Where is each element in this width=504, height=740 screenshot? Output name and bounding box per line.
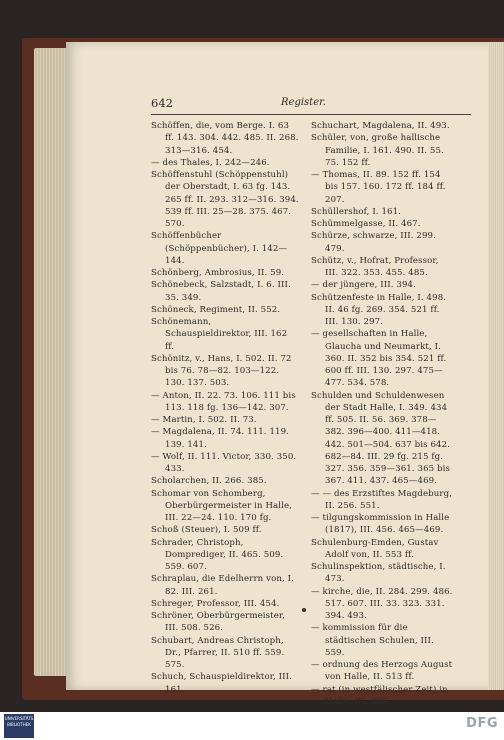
index-entry: — ordnung des Herzogs August von Halle, II. 513 ff.	[311, 660, 453, 683]
index-entry: Schöffen, die, vom Berge. I. 63 ff. 143. 304. 442. 485. II. 268. 313—316. 454.	[151, 121, 299, 156]
index-entry: — — des Erzstiftes Magdeburg, II. 256. 551.	[311, 488, 453, 511]
index-entry: Schrader, Christoph, Domprediger, II. 465. 509. 559. 607.	[151, 537, 284, 572]
dfg-logo[interactable]: DFG	[466, 716, 498, 731]
index-entry: Schöffenbücher (Schöppenbücher), I. 142—144.	[151, 231, 288, 266]
index-entry: Schütz, v., Hofrat, Professor, III. 322. 353. 455. 485.	[311, 255, 439, 278]
index-entry: Schürze, schwarze, III. 299. 479.	[311, 231, 436, 254]
ink-dot	[302, 608, 306, 612]
index-entry: Schümmelgasse, II. 467.	[311, 219, 421, 229]
index-column-right	[311, 120, 453, 708]
index-entry: Schönberg, Ambrosius, II. 59.	[151, 268, 285, 278]
index-entry: Schulden und Schuldenwesen der Stadt Halle, I. 349. 434 ff. 505. II. 56. 369. 378—382. 396—400. 411—418. 442. 501—504. 637 bis 642. 682—84. III. 29 fg. 215 fg. 327. 356. 359—361. 365 bis 367. 411. 437. 465—469.	[311, 390, 450, 487]
index-entry: — kirche, die, II. 284. 299. 486. 517. 607. III. 33. 323. 331. 394. 493.	[311, 586, 453, 621]
library-logo-icon[interactable]	[4, 714, 34, 738]
index-entry: Schöffenstuhl (Schöppenstuhl) der Oberstadt, I. 63 fg. 143. 265 ff. II. 293. 312—316. 394. 539 ff. III. 25—28. 375. 467. 570.	[151, 170, 299, 229]
index-entry: Schuch, Schauspieldirektor, III. 161.	[151, 672, 292, 695]
index-entry: — rat (in westfälischer Zeit) in Halle, III. 386.	[311, 684, 448, 707]
library-logo-text: UNIVERSITÄTS BIBLIOTHEK	[4, 716, 34, 727]
index-entry: Schraplau, die Edelherrn von, I. 82. III. 261.	[151, 574, 294, 597]
index-entry: — kommission für die städtischen Schulen, III. 559.	[311, 623, 434, 658]
index-entry: Schuchart, Magdalena, II. 493.	[311, 121, 450, 131]
header-rule	[151, 114, 471, 115]
index-entry: — Wolf, II. 111. Victor, 330. 350. 433.	[151, 451, 297, 474]
index-entry: Schüler, von, große hallische Familie, I. 161. 490. II. 55. 75. 152 ff.	[311, 133, 444, 168]
index-entry: Schöneck, Regiment, II. 552.	[151, 304, 281, 315]
page-stack-right-edge	[488, 42, 504, 690]
running-title: Register.	[281, 97, 326, 108]
index-entry: — der jüngere, III. 394.	[311, 280, 416, 291]
page-number: 642	[151, 96, 173, 110]
index-entry: Schönebeck, Salzstadt, I. 6. III. 35. 349.	[151, 280, 291, 303]
index-entry: Schomar von Schomberg, Oberbürgermeister in Halle, III. 22—24. 110. 170 fg.	[151, 488, 292, 523]
index-entry: — Anton, II. 22. 73. 106. 111 bis 113. 118 fg. 136—142. 307.	[151, 390, 296, 413]
page-stack-edge	[34, 48, 68, 676]
index-entry: Schulenburg-Emden, Gustav Adolf von, II. 553 ff.	[311, 537, 439, 560]
index-entry: — Thomas, II. 89. 152 ff. 154 bis 157. 160. 172 ff. 184 ff. 207.	[311, 170, 446, 205]
index-entry: Schreger, Professor, III. 454.	[151, 598, 280, 609]
index-entry: — gesellschaften in Halle, Glaucha und Neumarkt, I. 360. II. 352 bis 354. 521 ff. 600 ff. III. 130. 297. 475—477. 534. 578.	[311, 329, 447, 389]
index-entry: — tilgungskommission in Halle (1817), III. 456. 465—469.	[311, 513, 450, 536]
index-entry: Schüllershof, I. 161.	[311, 206, 402, 217]
index-entry: Schoß (Steuer), I. 509 ff.	[151, 525, 262, 536]
index-entry: — des Thales, I. 242—246.	[151, 157, 270, 168]
page-header	[151, 96, 471, 114]
index-entry: Scholarchen, II. 266. 385.	[151, 476, 267, 487]
index-entry: Schubart, Andreas Christoph, Dr., Pfarrer, II. 510 ff. 559. 575.	[151, 635, 285, 670]
index-entry: Schröner, Oberbürgermeister, III. 508. 526.	[151, 611, 285, 634]
viewer-footer	[0, 712, 504, 740]
index-entry: — Magdalena, II. 74. 111. 119. 139. 141.	[151, 427, 289, 450]
index-entry: — Martin, I. 502. II. 73.	[151, 415, 257, 425]
index-entry: Schützenfeste in Halle, I. 498. II. 46 fg. 269. 354. 521 ff. III. 130. 297.	[311, 292, 447, 327]
index-column-left	[151, 120, 299, 696]
index-entry: Schulinspektion, städtische, I. 473.	[311, 562, 446, 585]
index-entry: Schönitz, v., Hans, I. 502. II. 72 bis 76. 78—82. 103—122. 130. 137. 503.	[151, 353, 292, 389]
index-entry: Schönemann, Schauspieldirektor, III. 162 ff.	[151, 317, 288, 352]
